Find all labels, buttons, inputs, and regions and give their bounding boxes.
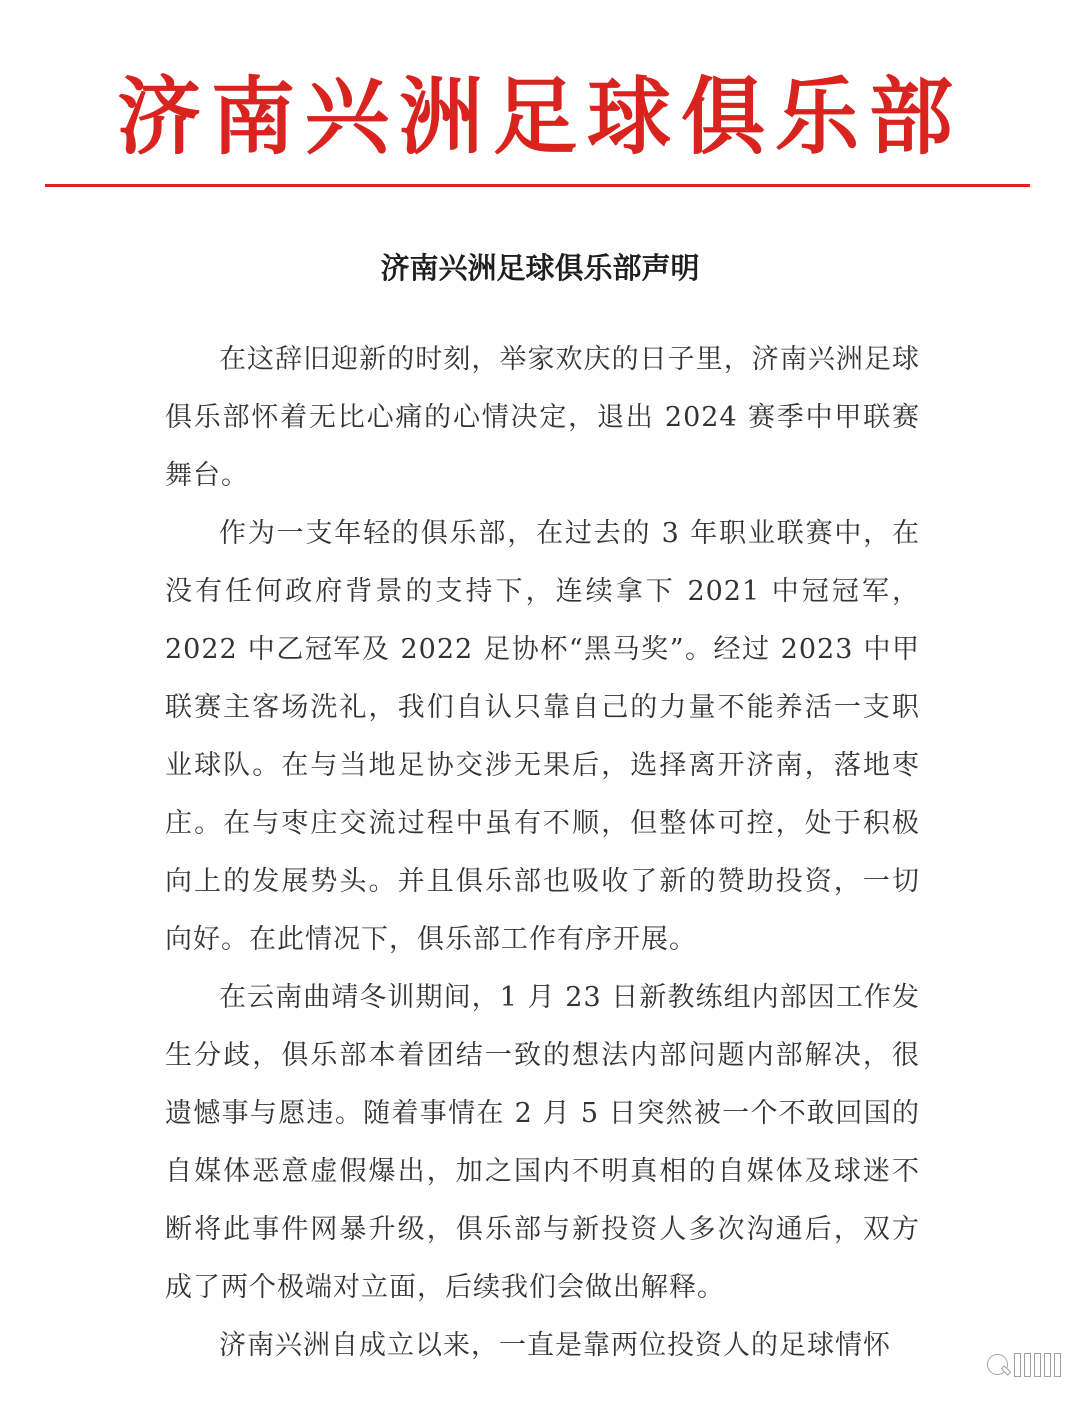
document-title: 济南兴洲足球俱乐部声明 [380,251,700,285]
letterhead-org-name: 济南兴洲足球俱乐部 [116,67,963,166]
paragraph-3: 在云南曲靖冬训期间，1 月 23 日新教练组内部因工作发生分歧，俱乐部本着团结一致的想法内部问题内部解决，很遗憾事与愿违。随着事情在 2 月 5 日突然被一个不敢回国的自媒体恶意虚假爆出，加之国内不明真相的自媒体及球迷不断将此事件网暴升级，俱乐部与新投资人多次沟通后，双方成了两个极端对立面，后续我们会做出解释。 [165,982,920,1303]
image-watermark [987,1352,1060,1378]
document-body [165,331,920,1404]
watermark-bars-icon [1015,1354,1060,1376]
paragraph-1: 在这辞旧迎新的时刻，举家欢庆的日子里，济南兴洲足球俱乐部怀着无比心痛的心情决定，退出 2024 赛季中甲联赛舞台。 [165,344,920,491]
paragraph-2: 作为一支年轻的俱乐部，在过去的 3 年职业联赛中，在没有任何政府背景的支持下，连续拿下 2021 中冠冠军，2022 中乙冠军及 2022 足协杯“黑马奖”。经过 2023 中甲联赛主客场洗礼，我们自认只靠自己的力量不能养活一支职业球队。在与当地足协交涉无果后，选择离开济南，落地枣庄。在与枣庄交流过程中虽有不顺，但整体可控，处于积极向上的发展势头。并且俱乐部也吸收了新的赞助投资，一切向好。在此情况下，俱乐部工作有序开展。 [165,518,920,955]
search-icon [987,1354,1009,1376]
paragraph-4: 济南兴洲自成立以来，一直是靠两位投资人的足球情怀 [219,1330,891,1361]
letterhead-divider [45,184,1030,187]
